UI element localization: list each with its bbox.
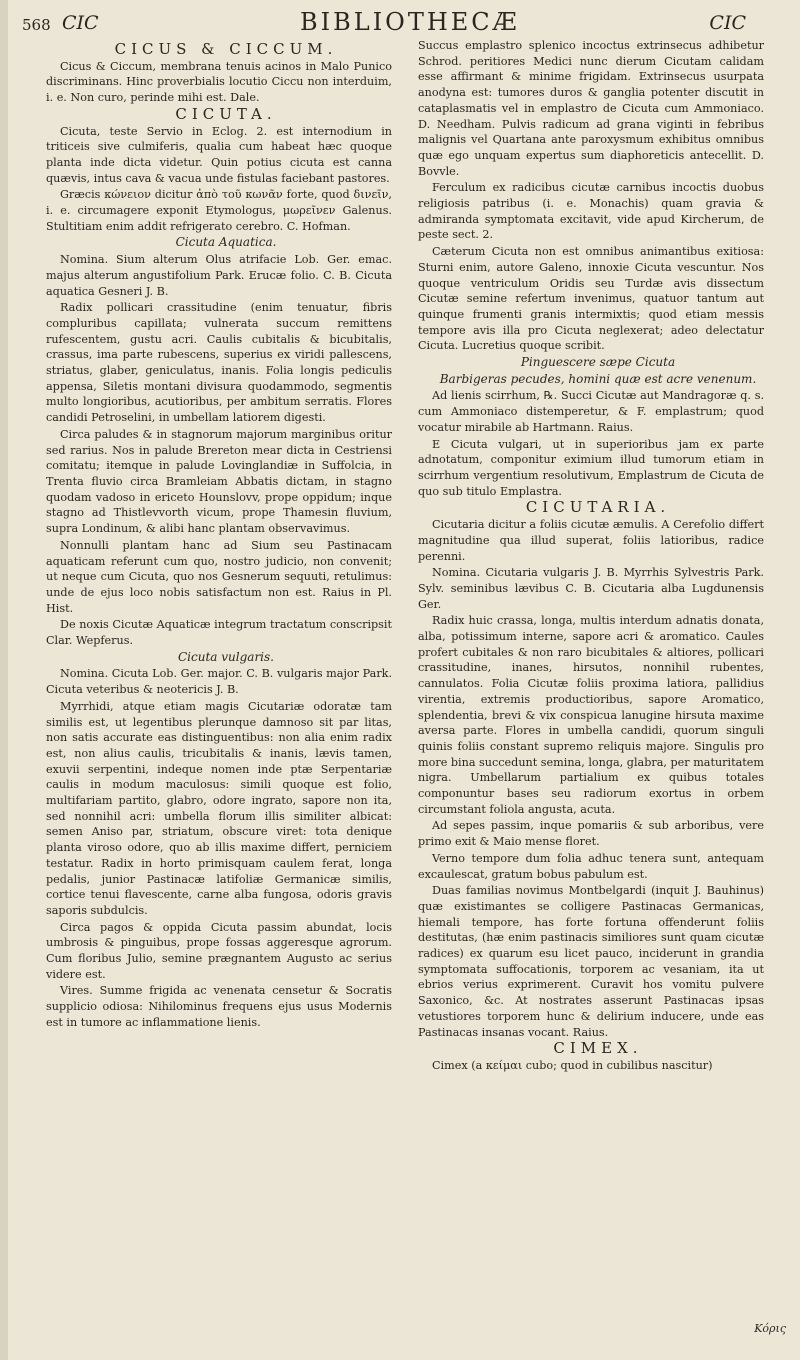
paragraph: Ferculum ex radicibus cicutæ carnibus incoctis duobus religiosis patribus (i. e. Monachis) quam gravia & admiranda symptomata excitavit, vide apud Kircherum, de peste sect. 2. (418, 181, 764, 242)
paragraph: Vires. Summe frigida ac venenata censetur & Socratis supplicio odiosa: Nihilominus frequens ejus usus Modernis est in tumore ac inflammatione lienis. (46, 984, 392, 1029)
paragraph: Cicutaria dicitur a foliis cicutæ æmulis. A Cerefolio differt magnitudine qua illud superat, foliis latioribus, radice perenni. (418, 518, 764, 563)
paragraph: Radix huic crassa, longa, multis interdum adnatis donata, alba, potissimum interne, sapore acri & aromatico. Caules profert cubitales & non raro bicubitales & altiores, pollicari crassitudine, inanes, hirsutos, nonnihil rubentes, cannulatos. Folia Cicutæ foliis proxima latiora, pallidius virentia, extremis productioribus, sapore Aromatico, splendentia, brevi & vix conspicua lanugine hirsuta maxime aversa parte. Flores in umbella candidi, quorum singuli quinis foliis constant supremo reliquis majore. Singulis pro more bina succedunt semina, longa, glabra, per maturitatem nigra. Umbellarum partialium ex quibus totales componuntur bases seu radiorum exortus in orbem circumstant foliola angusta, acuta. (418, 614, 764, 816)
subheading-cicuta-vulgaris: Cicuta vulgaris. (178, 649, 274, 664)
entry-heading-cicuta: CICUTA. (175, 104, 277, 123)
entry-heading-cicus: CICUS & CICCUM. (114, 42, 338, 58)
paragraph: Circa paludes & in stagnorum majorum marginibus oritur sed rarius. Nos in palude Brereton mear dicta in Cestriensi comitatu; itemque in palude Lovinglandiæ in Suffolcia, in Trenta fluvio circa Bramleiam Abbatis dictam, in stagno quodam vadoso in ericeto Hounslovv, prope oppidum; inque stagno ad Thistlevvorth vicum, prope Thamesin fluvium, supra Londinum, & alibi hanc plantam observavimus. (46, 427, 392, 536)
paragraph: Cicuta, teste Servio in Eclog. 2. est internodium in triticeis sive culmiferis, qualia cum habeat hæc quoque planta inde dicta videtur. Quin potius cicuta est canna quævis, intus cava & vacua unde fistulas faciebant pastores. (46, 124, 392, 185)
page-number: 568 (22, 16, 51, 34)
entry-heading-cicutaria: CICUTARIA. (525, 498, 671, 517)
paragraph: Myrrhidi, atque etiam magis Cicutariæ odoratæ tam similis est, ut legentibus plerunque damnoso sit par litas, non satis accurate eas distinguentibus: non alia enim radix est, non alius caulis, tricubitalis & inanis, lævis tamen, exuvii serpentini, indeque nomen inde ptæ Serpentariæ caulis in modum maculosus: simili quoque est folio, multifariam partito, glabro, odore ingrato, sapore non ita, sed nonnihil acri: umbella florum illis similiter albicat: semen Aniso par, striatum, obscure viret: tota denique planta viroso odore, quo ab illis maxime differt, perniciem testatur. Radix in horto primisquam caulem ferat, longa pedalis, junior Pastinacæ latifoliæ Germanicæ similis, cortice tenui flavescente, carne alba fungosa, odoris gravis saporis subdulcis. (46, 699, 392, 917)
paragraph: De noxis Cicutæ Aquaticæ integrum tractatum conscripsit Clar. Wepferus. (46, 618, 392, 648)
paragraph: Circa pagos & oppida Cicuta passim abundat, locis umbrosis & pinguibus, prope fossas aggeresque agrorum. Cum floribus Julio, semine prægnantem Augusto ac serius videre est. (46, 920, 392, 981)
paragraph: Nonnulli plantam hanc ad Sium seu Pastinacam aquaticam referunt cum quo, nostro judicio, non convenit; ut neque cum Cicuta, quo nos Gesnerum sequuti, retulimus: unde de ejus loco nobis satisfactum non est. Raius in Pl. Hist. (46, 538, 392, 615)
paragraph: Nomina. Sium alterum Olus atrifacie Lob. Ger. emac. majus alterum angustifolium Park. Erucæ folio. C. B. Cicuta aquatica Gesneri J. B. (46, 253, 392, 298)
paragraph: Nomina. Cicutaria vulgaris J. B. Myrrhis Sylvestris Park. Sylv. seminibus lævibus C. B. Cicutaria alba Lugdunensis Ger. (418, 566, 764, 611)
paragraph: Succus emplastro splenico incoctus extrinsecus adhibetur Schrod. peritiores Medici nunc dierum Cicutam calidam esse affirmant & minime frigidam. Extrinsecus usurpata anodyna est: tumores duros & ganglia potenter discutit in cataplasmatis vel in emplastro de Cicuta cum Ammoniaco. D. Needham. Pulvis radicum ad grana viginti in febribus malignis vel Quartana ante paroxysmum exhibitus omnibus quæ ego unquam expertus sum diaphoreticis antecellit. D. Bovvle. (418, 39, 764, 178)
paragraph: E Cicuta vulgari, ut in superioribus jam ex parte adnotatum, componitur eximium illud tumorum etiam in scirrhum vergentium resolutivum, Emplastrum de Cicuta de quo sub titulo Emplastra. (418, 437, 764, 498)
paragraph: Cimex (a κείμαι cubo; quod in cubilibus nascitur) (432, 1059, 713, 1072)
paragraph: Cicus & Ciccum, membrana tenuis acinos in Malo Punico discriminans. Hinc proverbialis locutio Ciccu non interduim, i. e. Non curo, perinde mihi est. Dale. (46, 59, 392, 105)
running-title: BIBLIOTHECÆ (300, 8, 520, 36)
subheading-cicuta-aquatica: Cicuta Aquatica. (175, 235, 277, 250)
right-column (418, 38, 764, 1338)
paragraph: Græcis κώνειον dicitur ἀπὸ τοῦ κωνᾶν forte, quod δινεῖν, i. e. circumagere exponit Etymologus, μωρεῖνεν Galenus. Stultitiam enim addit refrigerato cerebro. C. Hofman. (46, 188, 392, 233)
paragraph: Duas familias novimus Montbelgardi (inquit J. Bauhinus) quæ existimantes se colligere Pastinacas Germanicas, hiemali tempore, has forte fortuna offenderunt foliis destitutas, (hæ enim pastinacis similiores sunt quam cicutæ radices) ex quarum esu licet pauco, inciderunt in grandia symptomata suffocationis, torporem ac vesaniam, ita ut ebrios verius exprimerent. Curavit hos vomitu pulvere Saxonico, &c. At nostrates asserunt Pastinacas ipsas vetustiores torporem hunc & delirium inducere, unde eas Pastinacas insanas vocant. Raius. (418, 884, 764, 1039)
right-guide-word: CIC (709, 12, 746, 34)
verse-line: Barbigeras pecudes, homini quæ est acre venenum. (439, 371, 757, 386)
paragraph: Nomina. Cicuta Lob. Ger. major. C. B. vulgaris major Park. Cicuta veteribus & neotericis J. B. (46, 667, 392, 697)
paragraph: Radix pollicari crassitudine (enim tenuatur, fibris compluribus capillata; vulnerata succum remittens rufescentem, gustu acri. Caulis cubitalis & bicubitalis, crassus, ima parte rubescens, superius ex viridi pallescens, striatus, glaber, geniculatus, inanis. Folia longis pediculis appensa, Siletis montani divisura quodammodo, segmentis multo longioribus, acutioribus, per ambitum serratis. Flores candidi Petroselini, in umbellam latiorem digesti. (46, 301, 392, 425)
paragraph: Ad lienis scirrhum, ℞. Succi Cicutæ aut Mandragoræ q. s. cum Ammoniaco distemperetur, & F. emplastrum; quod vocatur mirabile ab Hartmann. Raius. (418, 389, 764, 434)
paragraph: Cæterum Cicuta non est omnibus animantibus exitiosa: Sturni enim, autore Galeno, innoxie Cicuta vescuntur. Nos quoque ventriculum Oridis seu Turdæ avis dissectum Cicutæ semine refertum invenimus, quatuor tantum aut quinque frumenti granis intermixtis; quod etiam messis tempore avis illa pro Cicuta neglexerat; adeo delectatur Cicuta. Lucretius quoque scribit. (418, 245, 764, 353)
paragraph: Verno tempore dum folia adhuc tenera sunt, antequam excaulescat, gratum bobus pabulum est. (418, 851, 764, 881)
paragraph: Ad sepes passim, inque pomariis & sub arboribus, vere primo exit & Maio mense floret. (418, 819, 764, 849)
left-column (46, 42, 392, 1342)
verse-line: Pinguescere sæpe Cicuta (520, 355, 676, 370)
page-edge (0, 0, 8, 1360)
entry-heading-cimex: CIMEX. (553, 1039, 643, 1058)
catchword: Κόρις (754, 1322, 786, 1335)
left-guide-word: CIC (62, 12, 99, 34)
